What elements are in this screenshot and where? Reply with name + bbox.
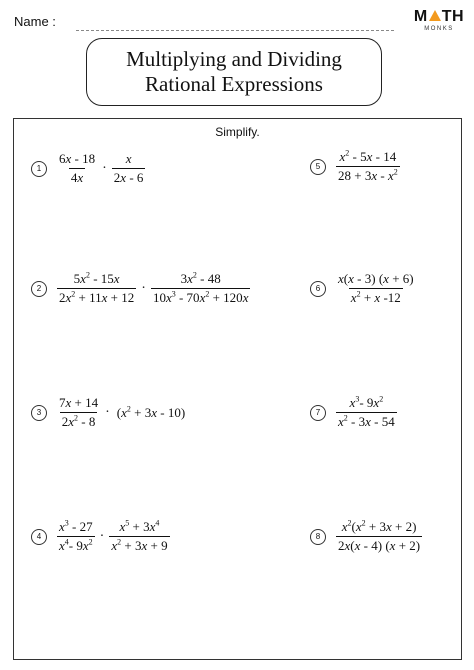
fraction: $\frac{6x - 18}{4x}$ xyxy=(59,151,96,185)
instruction: Simplify. xyxy=(215,125,260,139)
name-blank-line[interactable] xyxy=(76,30,394,31)
title-line-1: Multiplying and Dividing xyxy=(126,47,342,71)
problem-2: 2 $\frac{5x^2 - 15x}{2x^2 + 11x + 12}$ · $\frac{3x^2 - 48}{10x^3 - 70x^2 + 120x}$ xyxy=(31,271,250,306)
problem-number: 7 xyxy=(310,405,326,421)
problem-6 xyxy=(310,271,416,306)
mathmonks-logo: M TH MONKS xyxy=(413,8,465,32)
title-line-2: Rational Expressions xyxy=(145,72,323,96)
fraction: $\frac{3x^2 - 48}{10x^3 - 70x^2 + 120x}$ xyxy=(152,270,249,305)
problem-number: 2 xyxy=(31,281,47,297)
fraction: $\frac{5x^2 - 15x}{2x^2 + 11x + 12}$ xyxy=(59,270,135,305)
problem-7 xyxy=(310,395,397,430)
problem-4: 4 $\frac{x^3 - 27}{x^4- 9x^2}$ · $\frac{x^5 + 3x^4}{x^2 + 3x + 9}$ xyxy=(31,519,170,554)
fraction: $\frac{7x + 14}{2x^2 - 8}$ xyxy=(59,395,99,429)
title-box xyxy=(86,38,382,106)
problem-number: 5 xyxy=(310,159,326,175)
problem-1: 1 $\frac{6x - 18}{4x}$ · $\frac{x}{2x - 6}$ xyxy=(31,151,145,186)
problem-8 xyxy=(310,519,422,554)
expression: $(x^2 + 3x - 10)$ xyxy=(116,404,186,420)
problem-3: 3 $\frac{7x + 14}{2x^2 - 8}$ · $(x^2 + 3x - 10)$ xyxy=(31,395,185,430)
problem-number: 4 xyxy=(31,529,47,545)
fraction: $\frac{x(x - 3) (x + 6)}{x^2 + x -12}$ xyxy=(338,271,414,305)
fraction: $\frac{x}{2x - 6}$ xyxy=(113,151,144,185)
name-row xyxy=(14,12,384,32)
problem-number: 8 xyxy=(310,529,326,545)
fraction: $\frac{x^2(x^2 + 3x + 2)}{2x(x - 4) (x + 2)}$ xyxy=(338,518,421,553)
name-label: Name : xyxy=(14,14,56,29)
fraction: $\frac{x^2 - 5x - 14}{28 + 3x - x^2}$ xyxy=(338,148,398,183)
problem-number: 6 xyxy=(310,281,326,297)
problem-5 xyxy=(310,149,400,184)
fraction: $\frac{x^5 + 3x^4}{x^2 + 3x + 9}$ xyxy=(111,518,168,553)
problem-number: 1 xyxy=(31,161,47,177)
triangle-icon xyxy=(429,10,441,21)
fraction: $\frac{x^3 - 27}{x^4- 9x^2}$ xyxy=(59,518,93,553)
worksheet-frame xyxy=(13,118,462,660)
fraction: $\frac{x^3- 9x^2}{x^2 - 3x - 54}$ xyxy=(338,394,395,429)
problem-number: 3 xyxy=(31,405,47,421)
